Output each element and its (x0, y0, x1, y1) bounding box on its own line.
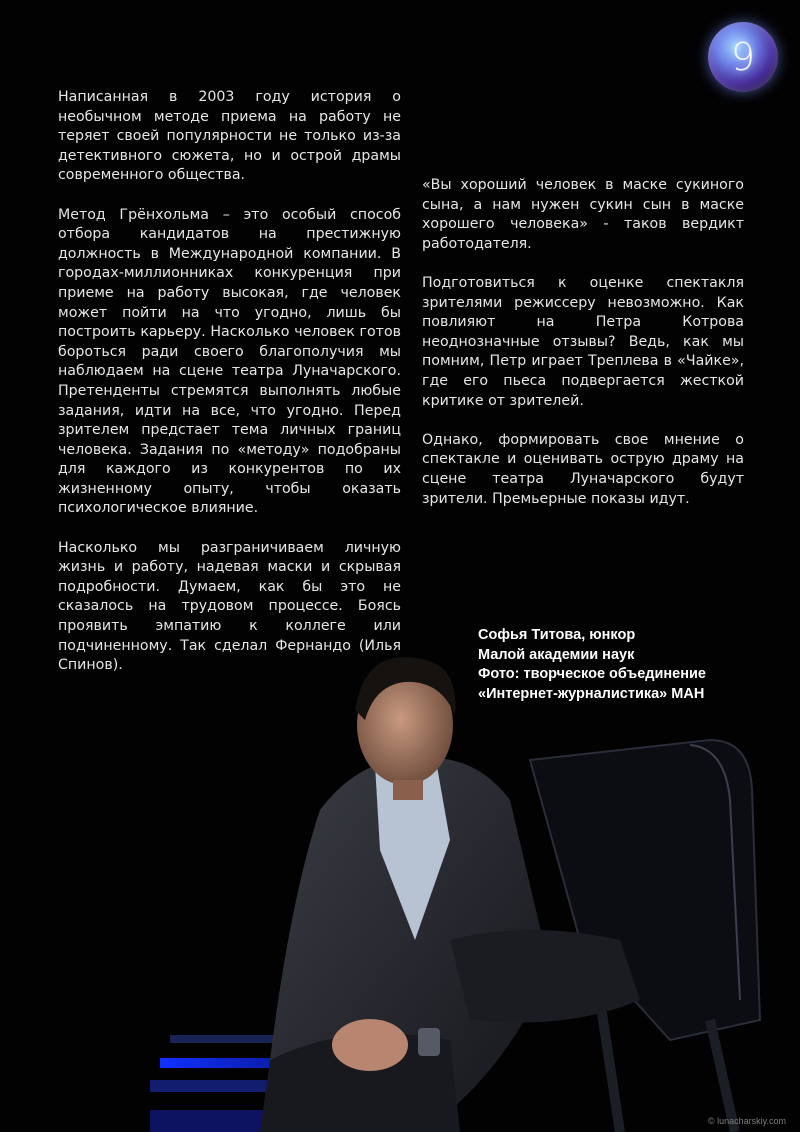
actor-photo (150, 640, 800, 1132)
paragraph: Написанная в 2003 году история о необычном методе приема на работу не теряет своей популярности не только из-за детективного сюжета, но и острой драмы современного общества. (58, 89, 401, 184)
credit-line: «Интернет-журналистика» МАН (478, 685, 705, 702)
paragraph: Насколько мы разграничиваем личную жизнь и работу, надевая маски и скрывая подробности. Думаем, как бы это не сказалось на трудовом процессе. Боясь проявить эмпатию к коллеге или подчиненному. Так сделал Фернандо (Илья Спинов). (58, 539, 401, 674)
left-text-column (58, 88, 401, 695)
credit-line: Софья Титова, юнкор (478, 627, 636, 643)
photo-watermark: © lunacharskiy.com (708, 1116, 786, 1126)
credit-line: Малой академии наук (478, 646, 635, 663)
paragraph: «Вы хороший человек в маске сукиного сына, а нам нужен сукин сын в маске хорошего человека» - таков вердикт работодателя. (422, 177, 744, 252)
page-number: 9 (730, 35, 756, 79)
author-credit (478, 626, 778, 704)
paragraph: Однако, формировать свое мнение о спектакле и оценивать острую драму на сцене театра Луначарского будут зрители. Премьерные показы идут. (422, 431, 744, 507)
paragraph: Подготовиться к оценке спектакля зрителями режиссеру невозможно. Как повлияют на Петра Котрова неоднозначные отзывы? Ведь, как мы помним, Петр играет Треплева в «Чайке», где его пьеса подвергается жесткой критике от зрителей. (422, 274, 744, 409)
page-number-badge (708, 22, 778, 92)
credit-line: Фото: творческое объединение (478, 666, 706, 682)
right-text-column (422, 176, 744, 529)
paragraph: Метод Грёнхольма – это особый способ отбора кандидатов на престижную должность в Международной компании. В городах-миллионниках конкуренция при приеме на работу высокая, где человек может пойти на что угодно, лишь бы построить карьеру. Насколько человек готов бороться ради своего благополучия мы наблюдаем на сцене театра Луначарского. Претенденты стремятся выполнять любые задания, идти на все, что угодно. Перед зрителем предстает тема личных границ человека. Задания по «методу» подобраны для каждого из конкурентов по их жизненному опыту, чтобы оказать психологическое влияние. (58, 206, 401, 517)
